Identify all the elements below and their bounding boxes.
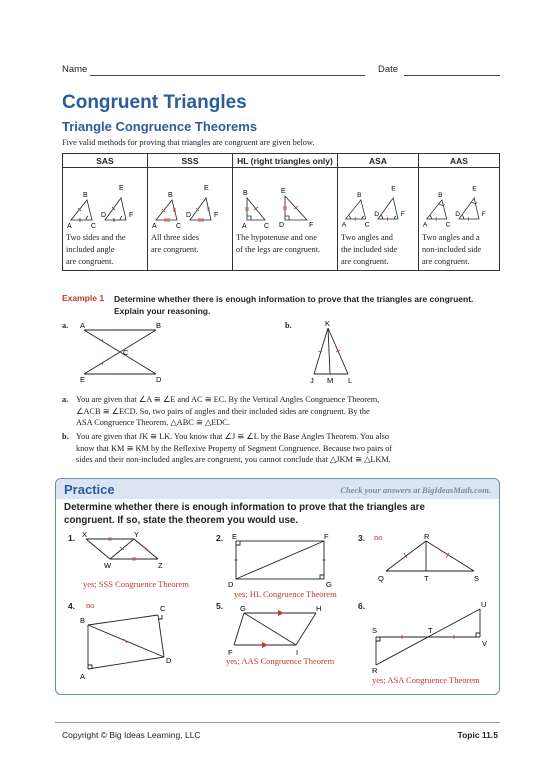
ex-b-label-m: M	[327, 376, 334, 385]
asa-desc-2: the included side	[341, 245, 398, 254]
sss-desc-2: are congruent.	[151, 245, 199, 254]
p6-label-t: T	[428, 626, 433, 635]
p2-label-f: F	[324, 532, 329, 541]
footer-topic: Topic 11.5	[457, 730, 498, 740]
sas-desc-3: are congruent.	[66, 257, 114, 266]
aas-desc-3: are congruent.	[422, 257, 470, 266]
problem-5-figure	[224, 603, 334, 659]
problem-4-answer: no	[86, 600, 95, 610]
hl-desc-1: The hypotenuse and one	[236, 233, 317, 242]
theorem-header-asa: ASA	[338, 154, 419, 168]
practice-instructions-2: congruent. If so, state the theorem you would use.	[64, 515, 299, 526]
asa-label-b: B	[357, 192, 362, 200]
example-label: Example 1	[62, 293, 105, 303]
ex-a-label-e: E	[80, 375, 86, 384]
sss-label-f: F	[214, 212, 219, 219]
asa-desc-1: Two angles and	[341, 233, 393, 242]
theorem-cell-hl	[233, 168, 338, 271]
aas-label-e: E	[472, 185, 477, 193]
ex-a-label-c: C	[123, 348, 129, 357]
solution-a	[76, 394, 496, 429]
hl-diagram	[235, 168, 335, 230]
problem-6-number: 6.	[358, 601, 366, 611]
p4-label-b: B	[80, 616, 86, 625]
asa-diagram	[340, 168, 416, 230]
date-line[interactable]	[404, 75, 500, 76]
example-prompt-2: Explain your reasoning.	[114, 306, 211, 316]
hl-desc-2: of the legs are congruent.	[236, 245, 321, 254]
p6-label-s: S	[372, 626, 378, 635]
aas-label-a: A	[422, 221, 428, 229]
theorem-table	[62, 153, 500, 271]
aas-desc-2: non-included side	[422, 245, 482, 254]
p4-label-a: A	[80, 672, 86, 681]
hl-label-d: D	[279, 222, 285, 229]
p5-label-g: G	[240, 604, 246, 613]
asa-label-c: C	[364, 221, 370, 229]
sas-label-b: B	[83, 192, 88, 199]
problem-1-number: 1.	[68, 533, 76, 543]
problem-5-answer: yes; AAS Congruence Theorem	[226, 656, 335, 666]
p3-label-t: T	[424, 574, 429, 583]
sas-label-a: A	[67, 223, 72, 230]
page-title: Congruent Triangles	[62, 92, 247, 113]
problem-4-figure	[78, 603, 178, 681]
solution-b	[76, 431, 496, 466]
solution-b-line-3: sides and their non-included angles are congruent, you cannot conclude that △JKM ≅ △LKM.	[76, 455, 391, 464]
practice-title: Practice	[64, 482, 115, 497]
theorem-header-sss: SSS	[148, 154, 233, 168]
date-label: Date	[378, 64, 399, 75]
sas-label-e: E	[119, 185, 124, 192]
section-title: Triangle Congruence Theorems	[62, 119, 258, 134]
practice-instructions-1: Determine whether there is enough information to prove that the triangles are	[64, 502, 425, 513]
theorem-cell-sss	[148, 168, 233, 271]
problem-2-number: 2.	[216, 533, 224, 543]
asa-label-d: D	[374, 211, 379, 219]
sss-label-a: A	[152, 223, 157, 230]
solution-a-line-1: You are given that ∠A ≅ ∠E and AC ≅ EC. By the Vertical Angles Congruence Theorem,	[76, 395, 380, 404]
solution-a-marker: a.	[62, 395, 69, 404]
p6-label-v: V	[482, 639, 488, 648]
theorem-cell-asa	[338, 168, 419, 271]
p1-label-z: Z	[158, 561, 163, 570]
problem-4-number: 4.	[68, 601, 76, 611]
example-part-a: a.	[62, 321, 69, 330]
hl-label-f: F	[309, 222, 314, 229]
ex-b-label-j: J	[310, 376, 314, 385]
theorem-header-sas: SAS	[63, 154, 148, 168]
problem-5-number: 5.	[216, 601, 224, 611]
p1-label-y: Y	[134, 531, 140, 539]
name-label: Name	[62, 64, 88, 75]
aas-label-d: D	[455, 211, 460, 219]
footer-copyright: Copyright © Big Ideas Learning, LLC	[62, 730, 201, 740]
solution-a-line-3: ASA Congruence Theorem, △ABC ≅ △EDC.	[76, 418, 230, 427]
sas-desc-2: included angle	[66, 245, 115, 254]
aas-label-f: F	[481, 211, 486, 219]
problem-2-figure	[224, 531, 344, 589]
p3-label-q: Q	[378, 574, 384, 583]
sas-desc-1: Two sides and the	[66, 233, 126, 242]
hl-label-c: C	[264, 223, 270, 230]
problem-6-figure	[368, 601, 493, 673]
hl-label-a: A	[242, 223, 247, 230]
p6-label-u: U	[481, 601, 487, 609]
problem-6-answer: yes; ASA Congruence Theorem	[372, 675, 480, 685]
p4-label-d: D	[166, 656, 172, 665]
p2-label-g: G	[326, 580, 332, 589]
solution-b-line-1: You are given that JK ≅ LK. You know that ∠J ≅ ∠L by the Base Angles Theorem. You also	[76, 432, 390, 441]
hl-label-b: B	[243, 190, 248, 197]
ex-b-label-k: K	[325, 319, 331, 328]
solution-a-line-2: ∠ACB ≅ ∠ECD. So, two pairs of angles and their included sides are congruent. By the	[76, 406, 370, 416]
p2-label-d: D	[228, 580, 234, 589]
sas-label-d: D	[101, 212, 107, 219]
problem-1-answer: yes; SSS Congruence Theorem	[83, 579, 189, 589]
p1-label-w: W	[104, 561, 112, 570]
theorem-cell-sas	[63, 168, 148, 271]
ex-a-label-b: B	[156, 321, 162, 330]
ex-a-label-d: D	[156, 375, 162, 384]
asa-label-a: A	[341, 221, 347, 229]
practice-check-link[interactable]: Check your answers at BigIdeasMath.com.	[340, 485, 491, 495]
problem-1-figure	[76, 531, 186, 579]
aas-diagram	[421, 168, 497, 230]
sss-label-e: E	[204, 185, 209, 192]
problem-3-figure	[374, 533, 494, 585]
aas-label-c: C	[445, 221, 451, 229]
p1-label-x: X	[82, 531, 88, 539]
example-prompt-1: Determine whether there is enough information to prove that the triangles are congruent.	[114, 294, 474, 304]
sss-label-d: D	[186, 212, 192, 219]
problem-3-answer: no	[374, 532, 383, 542]
sss-label-b: B	[168, 192, 173, 199]
hl-label-e: E	[281, 188, 286, 195]
ex-b-label-l: L	[348, 376, 353, 385]
p5-label-h: H	[316, 604, 322, 613]
p4-label-c: C	[160, 604, 166, 613]
p5-label-f: F	[228, 648, 233, 657]
footer-rule	[55, 722, 500, 723]
name-line[interactable]	[90, 75, 365, 76]
p2-label-e: E	[232, 532, 238, 541]
theorem-cell-aas	[419, 168, 500, 271]
example-b-figure	[300, 318, 370, 386]
asa-label-e: E	[391, 185, 396, 193]
p3-label-r: R	[424, 533, 430, 541]
sas-label-c: C	[91, 223, 97, 230]
p3-label-s: S	[474, 574, 480, 583]
aas-desc-1: Two angles and a	[422, 233, 480, 242]
p6-label-r: R	[372, 666, 378, 673]
example-a-figure	[70, 318, 190, 386]
sas-label-f: F	[129, 212, 134, 219]
problem-3-number: 3.	[358, 533, 366, 543]
asa-label-f: F	[400, 211, 405, 219]
asa-desc-3: are congruent.	[341, 257, 389, 266]
sas-diagram	[65, 168, 145, 230]
problem-2-answer: yes; HL Congruence Theorem	[234, 589, 337, 599]
solution-b-line-2: know that KM ≅ KM by the Reflexive Property of Segment Congruence. Because two pairs of	[76, 443, 393, 453]
theorem-header-hl: HL (right triangles only)	[233, 154, 338, 168]
theorem-header-aas: AAS	[419, 154, 500, 168]
example-part-b: b.	[285, 321, 292, 330]
sss-diagram	[150, 168, 230, 230]
solution-b-marker: b.	[62, 432, 69, 441]
aas-label-b: B	[438, 192, 443, 200]
intro-text: Five valid methods for proving that triangles are congruent are given below.	[62, 138, 315, 147]
practice-box	[55, 478, 500, 695]
p5-label-i: I	[296, 648, 299, 657]
sss-label-c: C	[176, 223, 182, 230]
ex-a-label-a: A	[80, 321, 86, 330]
sss-desc-1: All three sides	[151, 233, 199, 242]
